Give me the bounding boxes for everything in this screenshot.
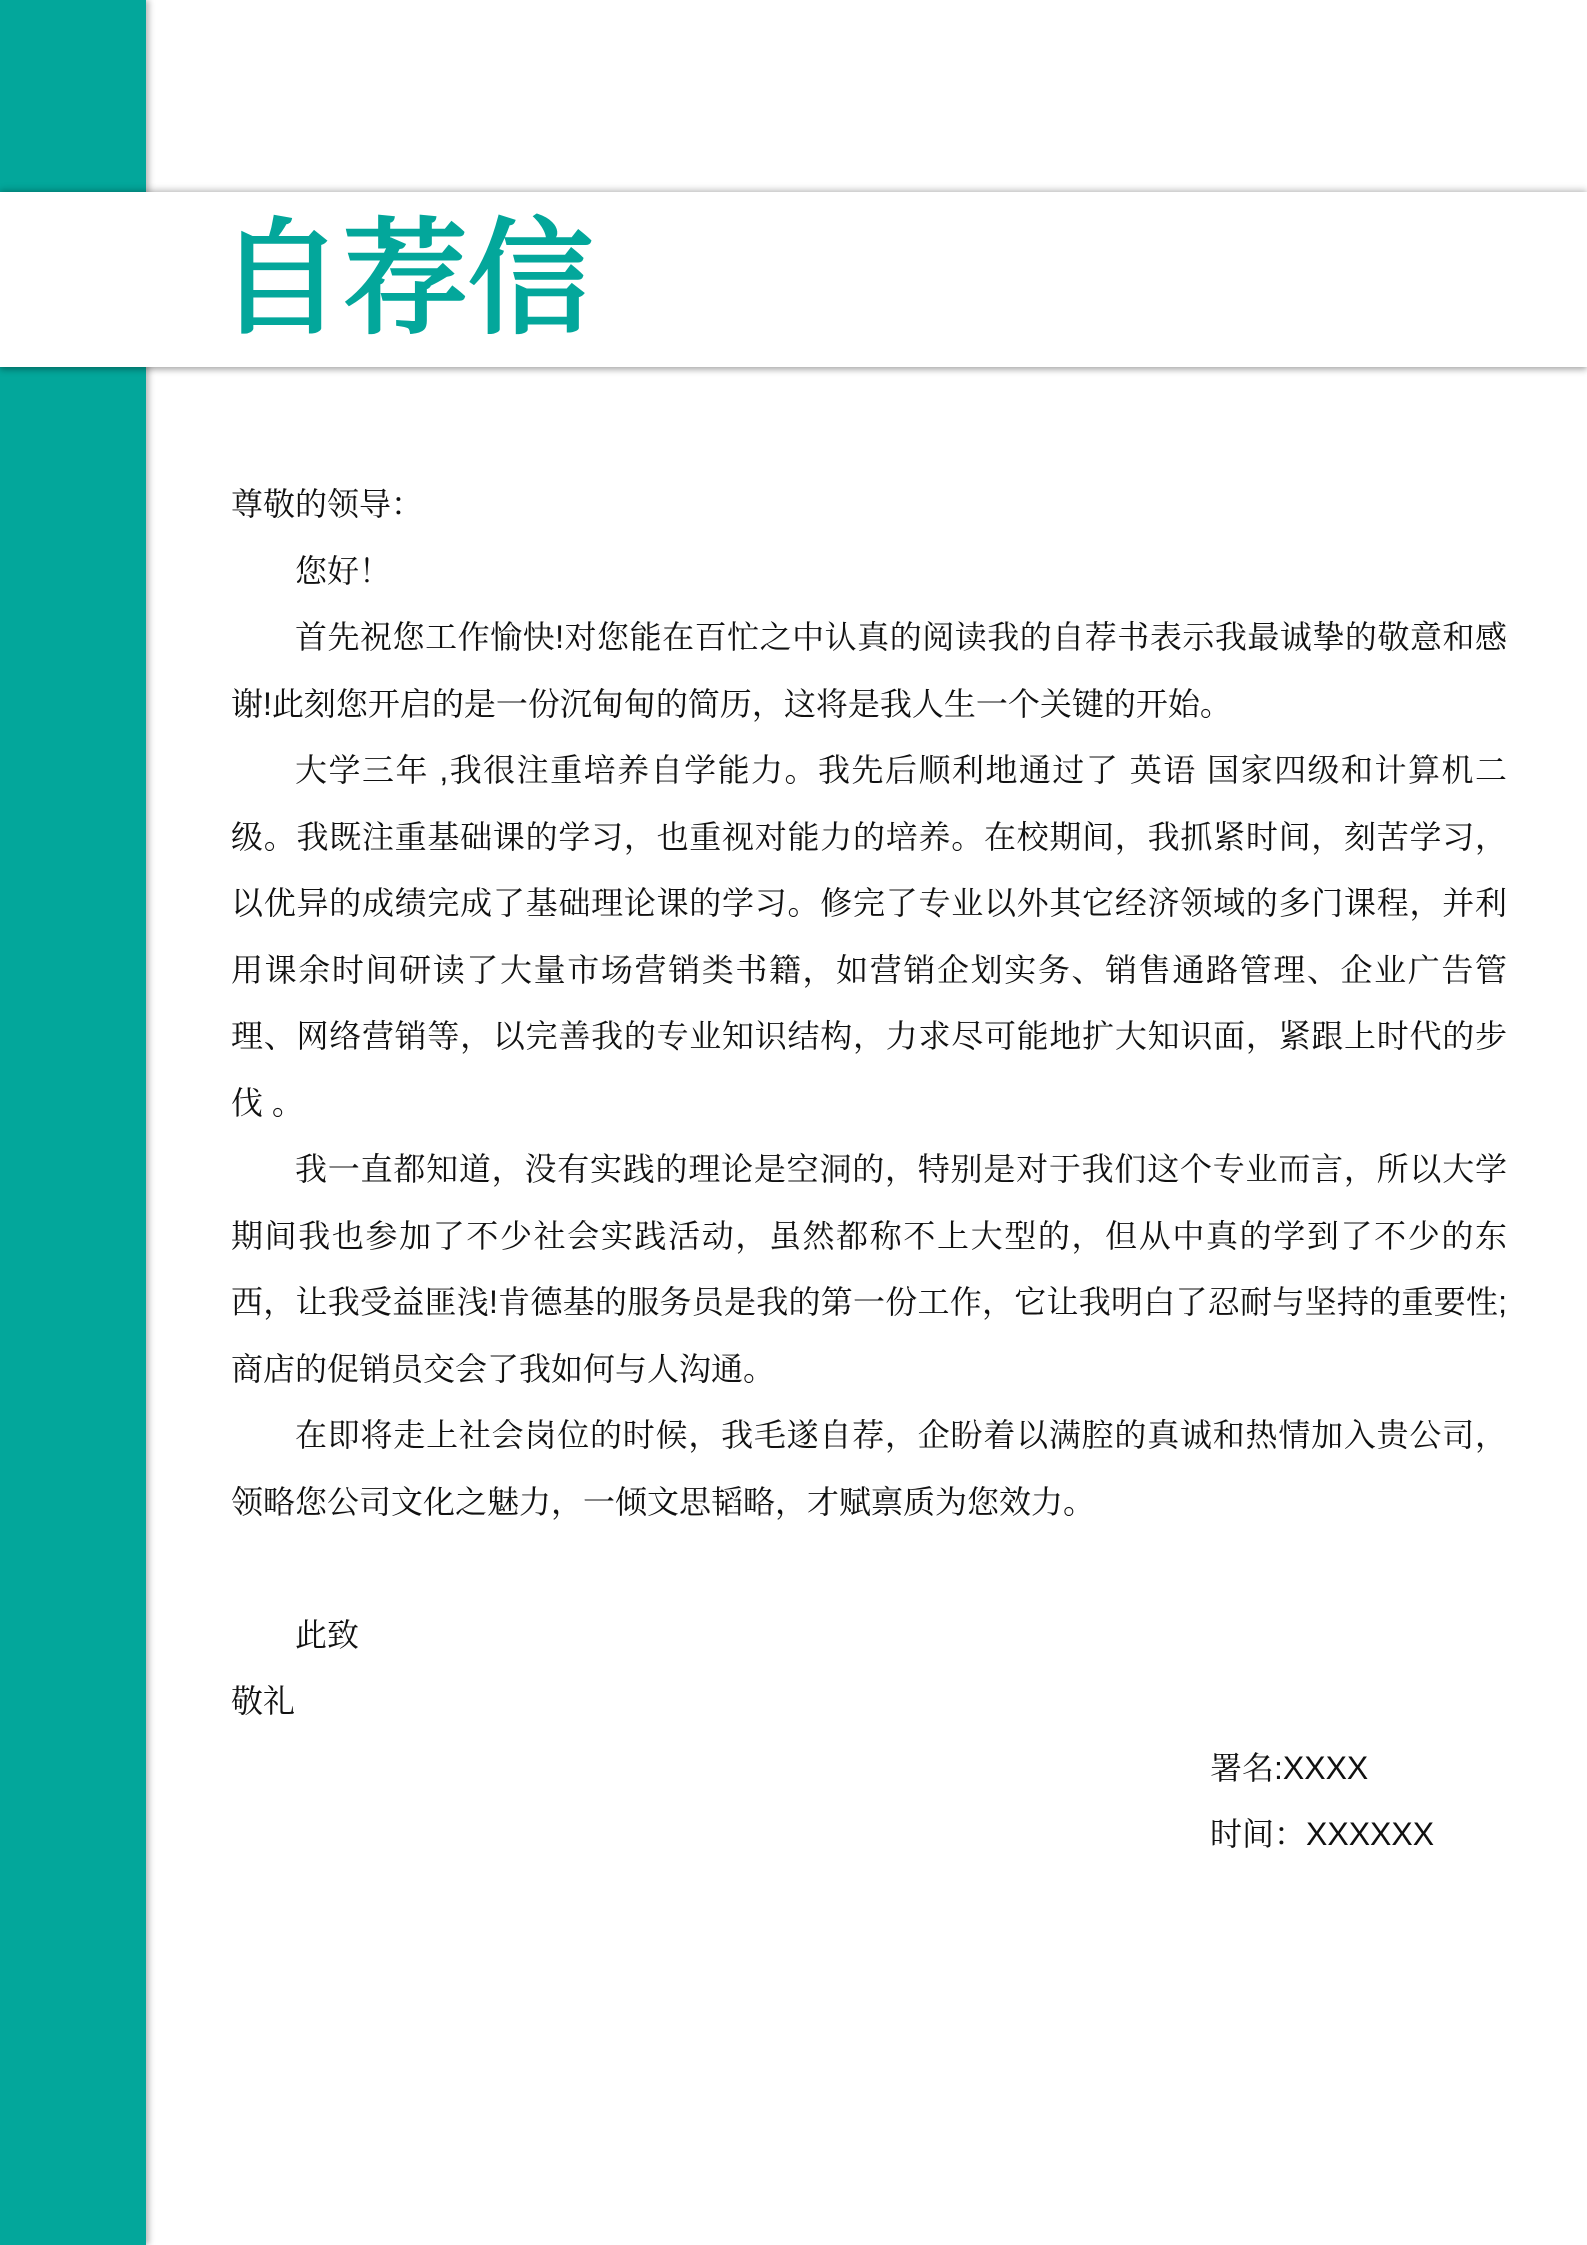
paragraph-appeal: 在即将走上社会岗位的时候，我毛遂自荐，企盼着以满腔的真诚和热情加入贵公司，领略您公司文化之魅力，一倾文思韬略，才赋禀质为您效力。 (231, 1417, 1507, 1520)
signature-block (1210, 1735, 1507, 1868)
signature-date-line: 时间：XXXXXX (1210, 1816, 1435, 1852)
paragraph-study: 大学三年 ,我很注重培养自学能力。我先后顺利地通过了 英语 国家四级和计算机二级。我既注重基础课的学习，也重视对能力的培养。在校期间，我抓紧时间，刻苦学习，以优异的成绩完成了基础理论课的学习。修完了专业以外其它经济领域的多门课程，并利用课余时间研读了大量市场营销类书籍，如营销企划实务、销售通路管理、企业广告管理、网络营销等，以完善我的专业知识结构，力求尽可能地扩大知识面，紧跟上时代的步伐 。 (231, 752, 1507, 1121)
paragraph-opening: 首先祝您工作愉快!对您能在百忙之中认真的阅读我的自荐书表示我最诚挚的敬意和感谢!此刻您开启的是一份沉甸甸的简历，这将是我人生一个关键的开始。 (231, 619, 1507, 722)
greeting-line: 您好！ (295, 552, 392, 589)
paragraph-practice: 我一直都知道，没有实践的理论是空洞的，特别是对于我们这个专业而言，所以大学期间我也参加了不少社会实践活动，虽然都称不上大型的，但从中真的学到了不少的东西，让我受益匪浅!肯德基的服务员是我的第一份工作，它让我明白了忍耐与坚持的重要性;商店的促销员交会了我如何与人沟通。 (231, 1151, 1507, 1387)
letter-body (231, 471, 1507, 1868)
page-title: 自荐信 (218, 210, 593, 349)
title-band (0, 192, 1587, 367)
signature-name-line: 署名:XXXX (1210, 1749, 1369, 1786)
blank-line (231, 1535, 1507, 1602)
closing-salute: 敬礼 (231, 1683, 296, 1719)
closing-respectfully: 此致 (295, 1616, 360, 1653)
salutation: 尊敬的领导： (231, 486, 424, 522)
